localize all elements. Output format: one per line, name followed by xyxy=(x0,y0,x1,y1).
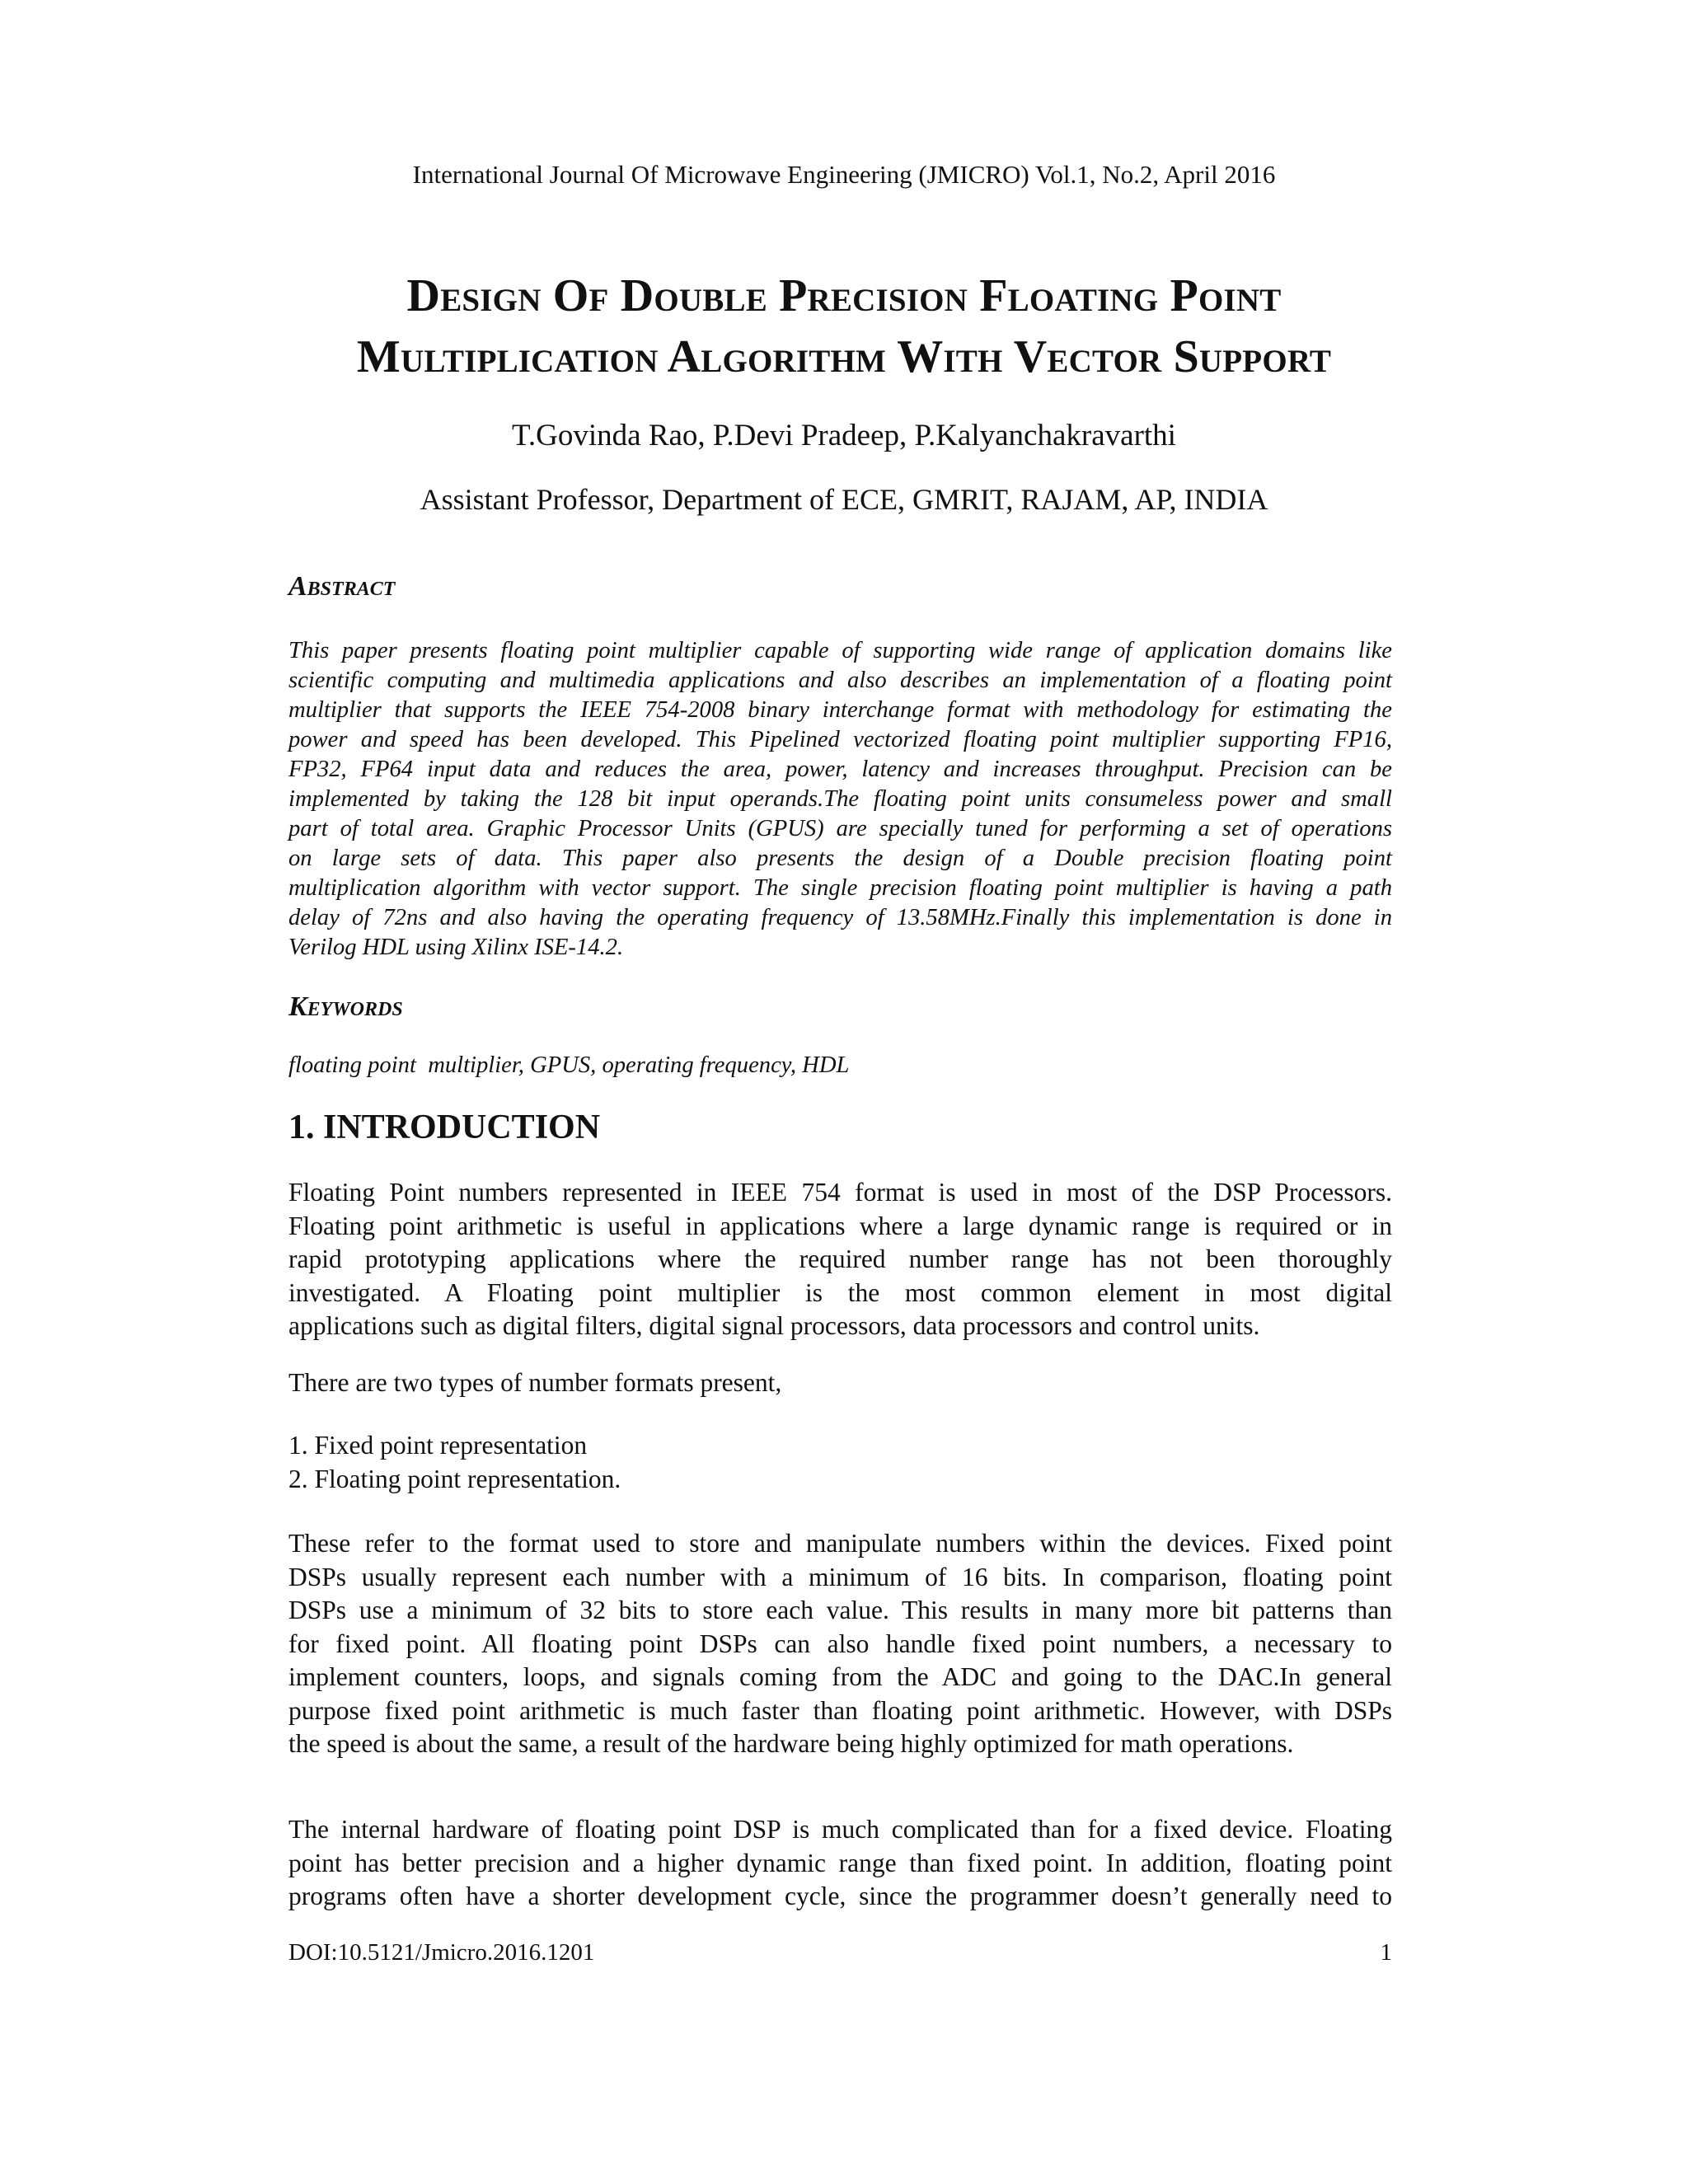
abstract-heading: Abstract xyxy=(288,571,396,602)
paragraph-line: the speed is about the same, a result of the hardware being highly optimized for math operations. xyxy=(288,1729,1294,1758)
author-affiliation: Assistant Professor, Department of ECE, GMRIT, RAJAM, AP, INDIA xyxy=(420,483,1268,516)
paragraph-line: for fixed point. All floating point DSPs can also handle fixed point numbers, a necessary to xyxy=(288,1629,1392,1658)
paragraph-line: Floating point arithmetic is useful in applications where a large dynamic range is required or in xyxy=(288,1211,1392,1240)
abstract-line: power and speed has been developed. This Pipelined vectorized floating point multiplier supporting FP16, xyxy=(288,727,1392,752)
abstract-line: delay of 72ns and also having the operating frequency of 13.58MHz.Finally this implementation is done in xyxy=(288,905,1392,930)
title-line-1: Design Of Double Precision Floating Point xyxy=(406,270,1282,321)
intro-paragraph-2 xyxy=(288,1366,1392,1400)
paragraph-line: purpose fixed point arithmetic is much faster than floating point arithmetic. However, with DSPs xyxy=(288,1695,1392,1725)
abstract-line: FP32, FP64 input data and reduces the area, power, latency and increases throughput. Precision can be xyxy=(288,757,1392,782)
abstract-line: on large sets of data. This paper also presents the design of a Double precision floating point xyxy=(288,846,1392,871)
abstract-line: scientific computing and multimedia applications and also describes an implementation of a floating point xyxy=(288,668,1392,693)
paragraph-line: point has better precision and a higher dynamic range than fixed point. In addition, floating point xyxy=(288,1848,1392,1877)
abstract-line: This paper presents floating point multiplier capable of supporting wide range of application domains like xyxy=(288,638,1392,663)
intro-paragraph-3 xyxy=(288,1527,1392,1761)
footer-doi: DOI:10.5121/Jmicro.2016.1201 xyxy=(288,1939,595,1966)
running-header: International Journal Of Microwave Engineering (JMICRO) Vol.1, No.2, April 2016 xyxy=(412,160,1276,189)
paragraph-line: There are two types of number formats present, xyxy=(288,1368,782,1397)
number-format-list xyxy=(288,1429,1392,1496)
abstract-line: Verilog HDL using Xilinx ISE-14.2. xyxy=(288,935,624,960)
paper-title xyxy=(206,265,1482,387)
intro-paragraph-4 xyxy=(288,1813,1392,1914)
paragraph-line: Floating Point numbers represented in IEEE 754 format is used in most of the DSP Processors. xyxy=(288,1178,1392,1207)
title-line-2: Multiplication Algorithm With Vector Support xyxy=(356,331,1332,382)
paragraph-line: implement counters, loops, and signals coming from the ADC and going to the DAC.In general xyxy=(288,1662,1392,1691)
list-item: 2. Floating point representation. xyxy=(288,1464,621,1493)
list-item: 1. Fixed point representation xyxy=(288,1431,588,1460)
paragraph-line: DSPs use a minimum of 32 bits to store each value. This results in many more bit patterns than xyxy=(288,1596,1392,1624)
keywords-heading: Keywords xyxy=(288,991,403,1022)
paragraph-line: investigated. A Floating point multiplier is the most common element in most digital xyxy=(288,1277,1392,1307)
paragraph-line: programs often have a shorter development cycle, since the programmer doesn’t generally need to xyxy=(288,1882,1392,1910)
abstract-line: part of total area. Graphic Processor Units (GPUS) are specially tuned for performing a set of operations xyxy=(288,816,1392,841)
abstract-line: implemented by taking the 128 bit input operands.The floating point units consumeless power and small xyxy=(288,786,1392,812)
author-list: T.Govinda Rao, P.Devi Pradeep, P.Kalyanchakravarthi xyxy=(512,419,1176,452)
paragraph-line: applications such as digital filters, digital signal processors, data processors and control units. xyxy=(288,1311,1260,1340)
paragraph-line: The internal hardware of floating point DSP is much complicated than for a fixed device. Floating xyxy=(288,1815,1392,1844)
intro-paragraph-1 xyxy=(288,1176,1392,1343)
page-number: 1 xyxy=(1380,1939,1392,1966)
paragraph-line: rapid prototyping applications where the required number range has not been thoroughly xyxy=(288,1244,1392,1273)
abstract-line: multiplier that supports the IEEE 754-2008 binary interchange format with methodology for estimating the xyxy=(288,697,1392,723)
keywords-text: floating point multiplier, GPUS, operating frequency, HDL xyxy=(288,1052,850,1078)
abstract-body xyxy=(288,636,1392,963)
abstract-line: multiplication algorithm with vector support. The single precision floating point multiplier is having a path xyxy=(288,875,1392,901)
paragraph-line: These refer to the format used to store and manipulate numbers within the devices. Fixed point xyxy=(288,1529,1392,1558)
section-heading-introduction: 1. INTRODUCTION xyxy=(288,1108,601,1146)
paragraph-line: DSPs usually represent each number with a minimum of 16 bits. In comparison, floating point xyxy=(288,1562,1392,1591)
